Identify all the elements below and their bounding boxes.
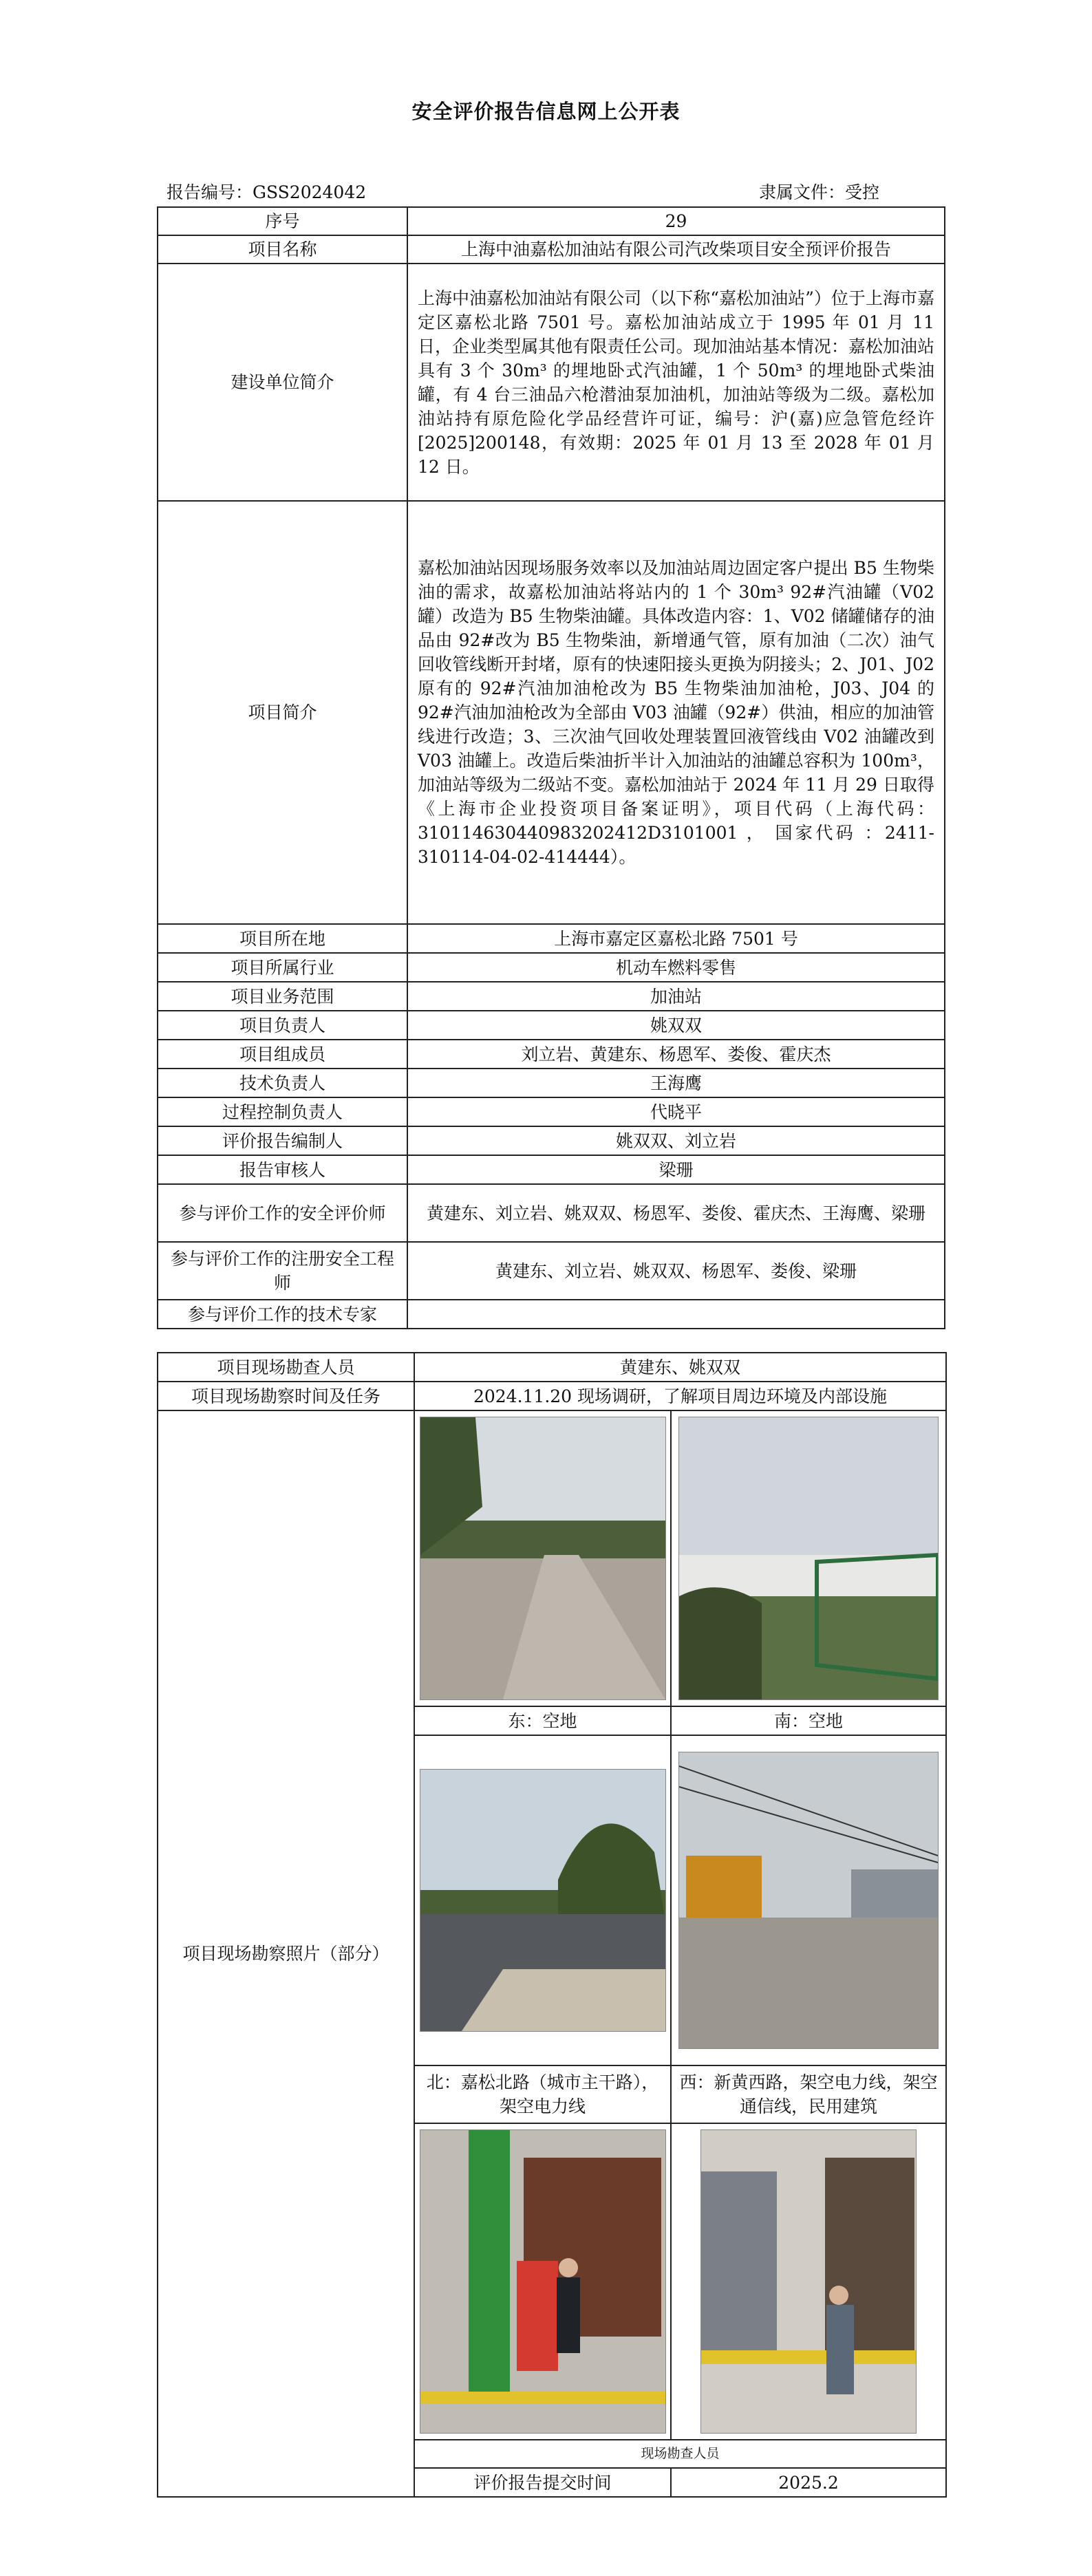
label-experts: 参与评价工作的技术专家	[158, 1300, 407, 1329]
photo-west	[678, 1752, 939, 2049]
label-survey-photos: 项目现场勘察照片（部分）	[158, 1410, 414, 2497]
value-survey-staff: 黄建东、姚双双	[414, 1353, 946, 1382]
report-number: 报告编号：GSS2024042	[167, 182, 367, 202]
row-scope	[158, 982, 945, 1011]
value-project-name: 上海中油嘉松加油站有限公司汽改柴项目安全预评价报告	[407, 235, 945, 264]
label-project-intro: 项目简介	[158, 501, 407, 924]
value-members: 刘立岩、黄建东、杨恩军、娄俊、霍庆杰	[407, 1040, 945, 1069]
row-safety-evaluators	[158, 1184, 945, 1242]
row-survey-staff	[158, 1353, 946, 1382]
row-location	[158, 924, 945, 953]
value-industry: 机动车燃料零售	[407, 953, 945, 982]
label-location: 项目所在地	[158, 924, 407, 953]
row-members	[158, 1040, 945, 1069]
label-reviewer: 报告审核人	[158, 1155, 407, 1184]
value-scope: 加油站	[407, 982, 945, 1011]
label-submit: 评价报告提交时间	[414, 2468, 671, 2497]
label-tech-leader: 技术负责人	[158, 1069, 407, 1097]
value-project-intro: 嘉松加油站因现场服务效率以及加油站周边固定客户提出 B5 生物柴油的需求，故嘉松加油站将站内的 1 个 30m³ 92#汽油罐（V02 罐）改造为 B5 生物柴油罐。具体改造内容：1、V02 储罐储存的油品由 92#改为 B5 生物柴油，新增通气管，原有加油（二次）油气回收管线断开封堵，原有的快速阳接头更换为阴接头；2、J01、J02 原有的 92#汽油加油枪改为 B5 生物柴油加油枪，J03、J04 的 92#汽油加油枪改为全部由 V03 油罐（92#）供油，相应的加油管线进行改造；3、三次油气回收处理装置回液管线由 V02 油罐改到 V03 油罐上。改造后柴油折半计入加油站的油罐总容积为 100m³，加油站等级为二级站不变。嘉松加油站于 2024 年 11 月 29 日取得《上海市企业投资项目备案证明》，项目代码（上海代码：310114630440983202412D3101001 ， 国家代码 ：2411-310114-04-02-414444）。	[407, 501, 945, 924]
label-reg-engineers: 参与评价工作的注册安全工程师	[158, 1242, 407, 1300]
caption-south: 南：空地	[671, 1706, 946, 1735]
caption-west: 西：新黄西路，架空电力线，架空通信线，民用建筑	[671, 2065, 946, 2123]
value-reviewer: 梁珊	[407, 1155, 945, 1184]
photo-west-cell	[671, 1735, 946, 2065]
label-process-ctrl: 过程控制负责人	[158, 1097, 407, 1126]
label-survey-staff: 项目现场勘查人员	[158, 1353, 414, 1382]
label-members: 项目组成员	[158, 1040, 407, 1069]
row-compiler	[158, 1126, 945, 1155]
photo-south-cell	[671, 1410, 946, 1706]
row-reviewer	[158, 1155, 945, 1184]
value-compiler: 姚双双、刘立岩	[407, 1126, 945, 1155]
value-location: 上海市嘉定区嘉松北路 7501 号	[407, 924, 945, 953]
caption-staff: 现场勘查人员	[414, 2440, 946, 2468]
value-tech-leader: 王海鹰	[407, 1069, 945, 1097]
value-unit-intro: 上海中油嘉松加油站有限公司（以下称“嘉松加油站”）位于上海市嘉定区嘉松北路 7501 号。嘉松加油站成立于 1995 年 01 月 11 日，企业类型属其他有限责任公司。现加油站基本情况：嘉松加油站具有 3 个 30m³ 的埋地卧式汽油罐，1 个 50m³ 的埋地卧式柴油罐，有 4 台三油品六枪潜油泵加油机，加油站等级为二级。嘉松加油站持有原危险化学品经营许可证，编号：沪(嘉)应急管危经许[2025]200148，有效期：2025 年 01 月 13 至 2028 年 01 月 12 日。	[407, 264, 945, 501]
row-unit-intro	[158, 264, 945, 501]
value-process-ctrl: 代晓平	[407, 1097, 945, 1126]
row-leader	[158, 1011, 945, 1040]
label-compiler: 评价报告编制人	[158, 1126, 407, 1155]
row-process-ctrl	[158, 1097, 945, 1126]
photo-north	[420, 1769, 666, 2032]
label-leader: 项目负责人	[158, 1011, 407, 1040]
value-safety-evaluators: 黄建东、刘立岩、姚双双、杨恩军、娄俊、霍庆杰、王海鹰、梁珊	[407, 1184, 945, 1242]
value-experts	[407, 1300, 945, 1329]
label-project-name: 项目名称	[158, 235, 407, 264]
label-industry: 项目所属行业	[158, 953, 407, 982]
row-tech-leader	[158, 1069, 945, 1097]
photo-staff1-cell	[414, 2123, 671, 2440]
row-experts	[158, 1300, 945, 1329]
value-leader: 姚双双	[407, 1011, 945, 1040]
row-industry	[158, 953, 945, 982]
label-survey-time: 项目现场勘察时间及任务	[158, 1382, 414, 1410]
photo-staff-2	[700, 2129, 917, 2434]
row-project-name	[158, 235, 945, 264]
value-reg-engineers: 黄建东、刘立岩、姚双双、杨恩军、娄俊、梁珊	[407, 1242, 945, 1300]
caption-east: 东：空地	[414, 1706, 671, 1735]
page-title: 安全评价报告信息网上公开表	[411, 100, 681, 123]
label-safety-evaluators: 参与评价工作的安全评价师	[158, 1184, 407, 1242]
survey-table	[157, 1352, 947, 2498]
photo-east-cell	[414, 1410, 671, 1706]
photo-north-cell	[414, 1735, 671, 2065]
label-unit-intro: 建设单位简介	[158, 264, 407, 501]
value-seq: 29	[407, 207, 945, 235]
caption-north: 北：嘉松北路（城市主干路），架空电力线	[414, 2065, 671, 2123]
row-survey-time	[158, 1382, 946, 1410]
row-project-intro	[158, 501, 945, 924]
photo-south	[678, 1417, 939, 1700]
info-table	[157, 206, 945, 1329]
value-submit: 2025.2	[671, 2468, 946, 2497]
affiliation: 隶属文件：受控	[759, 182, 880, 202]
row-seq	[158, 207, 945, 235]
photo-east	[420, 1417, 666, 1700]
photo-staff-1	[420, 2129, 666, 2434]
label-seq: 序号	[158, 207, 407, 235]
row-reg-engineers	[158, 1242, 945, 1300]
photo-staff2-cell	[671, 2123, 946, 2440]
label-scope: 项目业务范围	[158, 982, 407, 1011]
value-survey-time: 2024.11.20 现场调研，了解项目周边环境及内部设施	[414, 1382, 946, 1410]
